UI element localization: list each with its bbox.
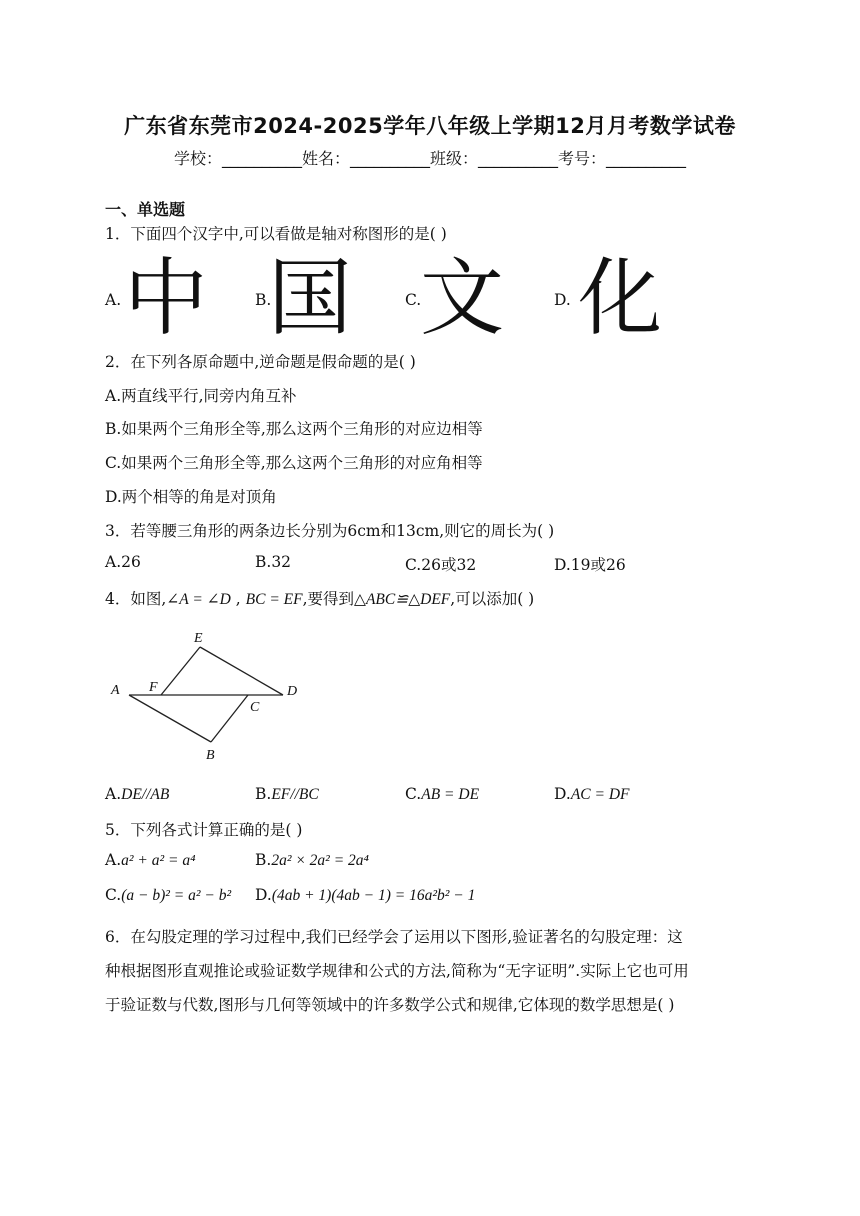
q5-option-d-expr: (4ab + 1)(4ab − 1) = 16a²b² − 1 [271,887,476,904]
label-c: C [250,700,260,715]
segment-ed [200,647,283,695]
q1-option-b-label: B. [255,291,272,309]
question-3-stem: 3．若等腰三角形的两条边长分别为6cm和13cm,则它的周长为( ) [105,522,555,540]
q4-option-b-expr: EF//BC [271,786,319,803]
q5-option-b [255,851,369,870]
q5-option-a-expr: a² + a² = a⁴ [121,852,196,869]
q4-option-a-expr: DE//AB [121,786,170,803]
q3-option-a: A.26 [105,553,141,571]
label-d: D [287,684,298,699]
q4-option-c-letter: C. [405,785,422,803]
student-info-line: 学校：__________姓名：__________班级：__________考号：__________ [173,149,686,168]
question-1-stem: 1．下面四个汉字中,可以看做是轴对称图形的是( ) [105,225,447,243]
segment-fe [161,647,200,695]
q4-stem-middle: ,要得到 [302,590,355,608]
q5-option-d-letter: D. [255,886,272,904]
q1-character-a: 中 [124,249,209,347]
question-6-line-1: 6．在勾股定理的学习过程中,我们已经学会了运用以下图形,验证著名的勾股定理：这 [105,928,683,946]
q1-character-c: 文 [420,249,505,347]
label-a: A [111,683,120,698]
q4-comma: , [230,590,246,608]
q4-option-b-letter: B. [255,785,272,803]
q4-option-a [105,785,169,804]
label-f: F [149,680,158,695]
label-b: B [206,748,215,763]
q1-option-c-label: C. [405,291,422,309]
q4-condition-side: BC = EF [245,591,303,608]
q4-geometry-figure [105,625,315,765]
q5-option-c-letter: C. [105,886,122,904]
q5-option-c-expr: (a − b)² = a² − b² [121,887,232,904]
q2-option-c: C.如果两个三角形全等,那么这两个三角形的对应角相等 [105,454,483,472]
segment-ab [129,695,211,742]
q2-option-a: A.两直线平行,同旁内角互补 [105,387,297,405]
q4-condition-angle: ∠A = ∠D [166,591,231,608]
q1-option-a-label: A. [105,291,122,309]
q4-stem-suffix: ,可以添加( ) [450,590,535,608]
q5-option-b-expr: 2a² × 2a² = 2a⁴ [271,852,369,869]
question-6-line-2: 种根据图形直观推论或验证数学规律和公式的方法,简称为“无字证明”.实际上它也可用 [105,962,689,980]
q1-option-d-label: D. [554,291,571,309]
question-2-stem: 2．在下列各原命题中,逆命题是假命题的是( ) [105,353,416,371]
q4-option-c-expr: AB = DE [421,786,480,803]
segment-bc [211,695,248,742]
question-6-line-3: 于验证数与代数,图形与几何等领域中的许多数学公式和规律,它体现的数学思想是( ) [105,996,675,1014]
q5-option-a-letter: A. [105,851,122,869]
page-title: 广东省东莞市2024-2025学年八年级上学期12月月考数学试卷 [124,114,736,138]
q4-option-b [255,785,319,804]
question-4-stem [105,587,534,609]
q4-option-d-letter: D. [554,785,571,803]
q3-option-b: B.32 [255,553,292,571]
q4-stem-prefix: 4．如图, [105,590,167,608]
q3-option-d: D.19或26 [554,556,626,574]
label-e: E [194,631,203,646]
q4-option-a-letter: A. [105,785,122,803]
q1-character-d: 化 [578,249,663,347]
q5-option-c [105,886,231,905]
q2-option-d: D.两个相等的角是对顶角 [105,488,277,506]
q5-option-a [105,851,195,870]
q1-character-b: 国 [268,249,353,347]
q5-option-b-letter: B. [255,851,272,869]
q4-option-c [405,785,479,804]
q2-option-b: B.如果两个三角形全等,那么这两个三角形的对应边相等 [105,420,483,438]
q4-goal: △ABC≌△DEF [354,591,451,608]
section-heading: 一、单选题 [105,200,186,219]
q4-option-d [554,785,630,804]
q5-option-d [255,886,475,905]
q4-option-d-expr: AC = DF [570,786,630,803]
q3-option-c: C.26或32 [405,556,477,574]
question-5-stem: 5．下列各式计算正确的是( ) [105,821,303,839]
